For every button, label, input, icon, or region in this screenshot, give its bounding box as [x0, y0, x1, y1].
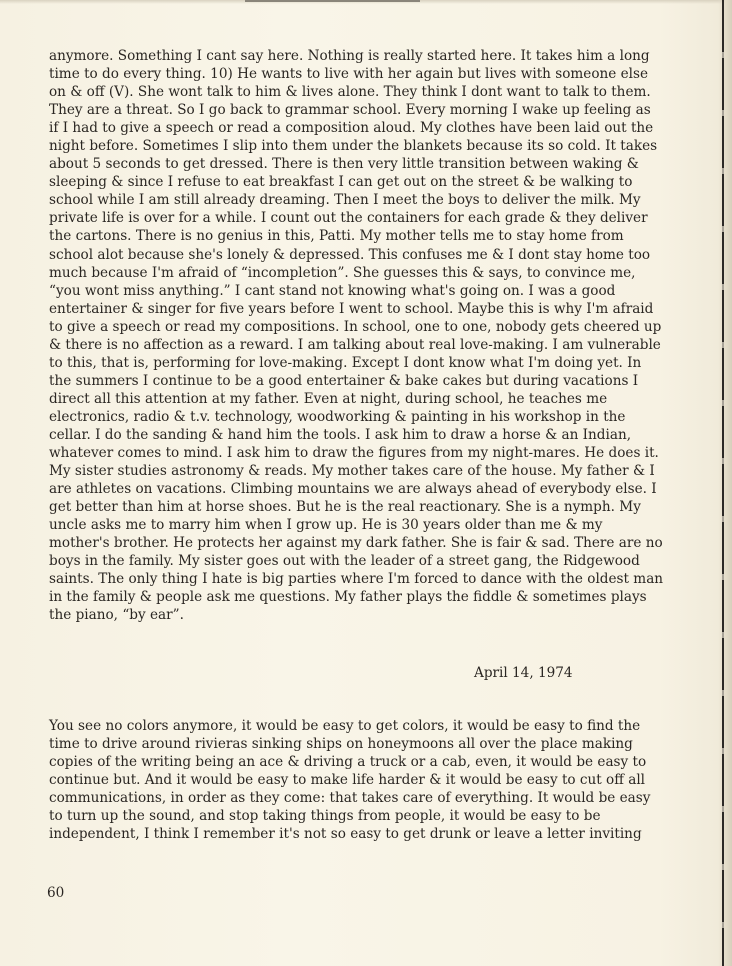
page-top-mark — [245, 0, 420, 2]
page-number: 60 — [47, 885, 65, 901]
date-heading: April 14, 1974 — [474, 665, 573, 681]
page-binding-line — [722, 0, 724, 966]
body-paragraph-2: You see no colors anymore, it would be easy to get colors, it would be easy to find the time to drive around rivieras sinking ships on honeymoons all over the place making copies of the writing being an ace & driving a truck or a cab, even, it would be easy to continue but. And it would be easy to make life harder & it would be easy to cut off all communications, in order as they come: that takes care of everything. It would be easy to turn up the sound, and stop taking things from people, it would be easy to be independent, I think I remember it's not so easy to get drunk or leave a letter inviting — [49, 718, 651, 843]
body-paragraph-1: anymore. Something I cant say here. Nothing is really started here. It takes him a long time to do every thing. 10) He wants to live with her again but lives with someone else on & off (V). She wont talk to him & lives alone. They think I dont want to talk to them. They are a threat. So I go back to grammar school. Every morning I wake up feeling as if I had to give a speech or read a composition aloud. My clothes have been laid out the night before. Sometimes I slip into them under the blankets because its so cold. It takes about 5 seconds to get dressed. There is then very little transition between waking & sleeping & since I refuse to eat breakfast I can get out on the street & be walking to school while I am still already dreaming. Then I meet the boys to deliver the milk. My private life is over for a while. I count out the containers for each grade & they deliver the cartons. There is no genius in this, Patti. My mother tells me to stay home from school alot because she's lonely & depressed. This confuses me & I dont stay home too much because I'm afraid of “incompletion”. She guesses this & says, to convince me, “you wont miss anything.” I cant stand not knowing what's going on. I was a good entertainer & singer for five years before I went to school. Maybe this is why I'm afraid to give a speech or read my compositions. In school, one to one, nobody gets cheered up & there is no affection as a reward. I am talking about real love-making. I am vulnerable to this, that is, performing for love-making. Except I dont know what I'm doing yet. In the summers I continue to be a good entertainer & bake cakes but during vacations I direct all this attention at my father. Even at night, during school, he teaches me electronics, radio & t.v. technology, woodworking & painting in his workshop in the cellar. I do the sanding & hand him the tools. I ask him to draw a horse & an Indian, whatever comes to mind. I ask him to draw the figures from my night-mares. He does it. My sister studies astronomy & reads. My mother takes care of the house. My father & I are athletes on vacations. Climbing mountains we are always ahead of everybody else. I get better than him at horse shoes. But he is the real reactionary. She is a nymph. My uncle asks me to marry him when I grow up. He is 30 years older than me & my mother's brother. He protects her against my dark father. She is fair & sad. There are no boys in the family. My sister goes out with the leader of a street gang, the Ridgewood saints. The only thing I hate is big parties where I'm forced to dance with the oldest man in the family & people ask me questions. My father plays the fiddle & sometimes plays the piano, “by ear”. — [49, 48, 664, 624]
page-binding-edge — [718, 0, 732, 966]
